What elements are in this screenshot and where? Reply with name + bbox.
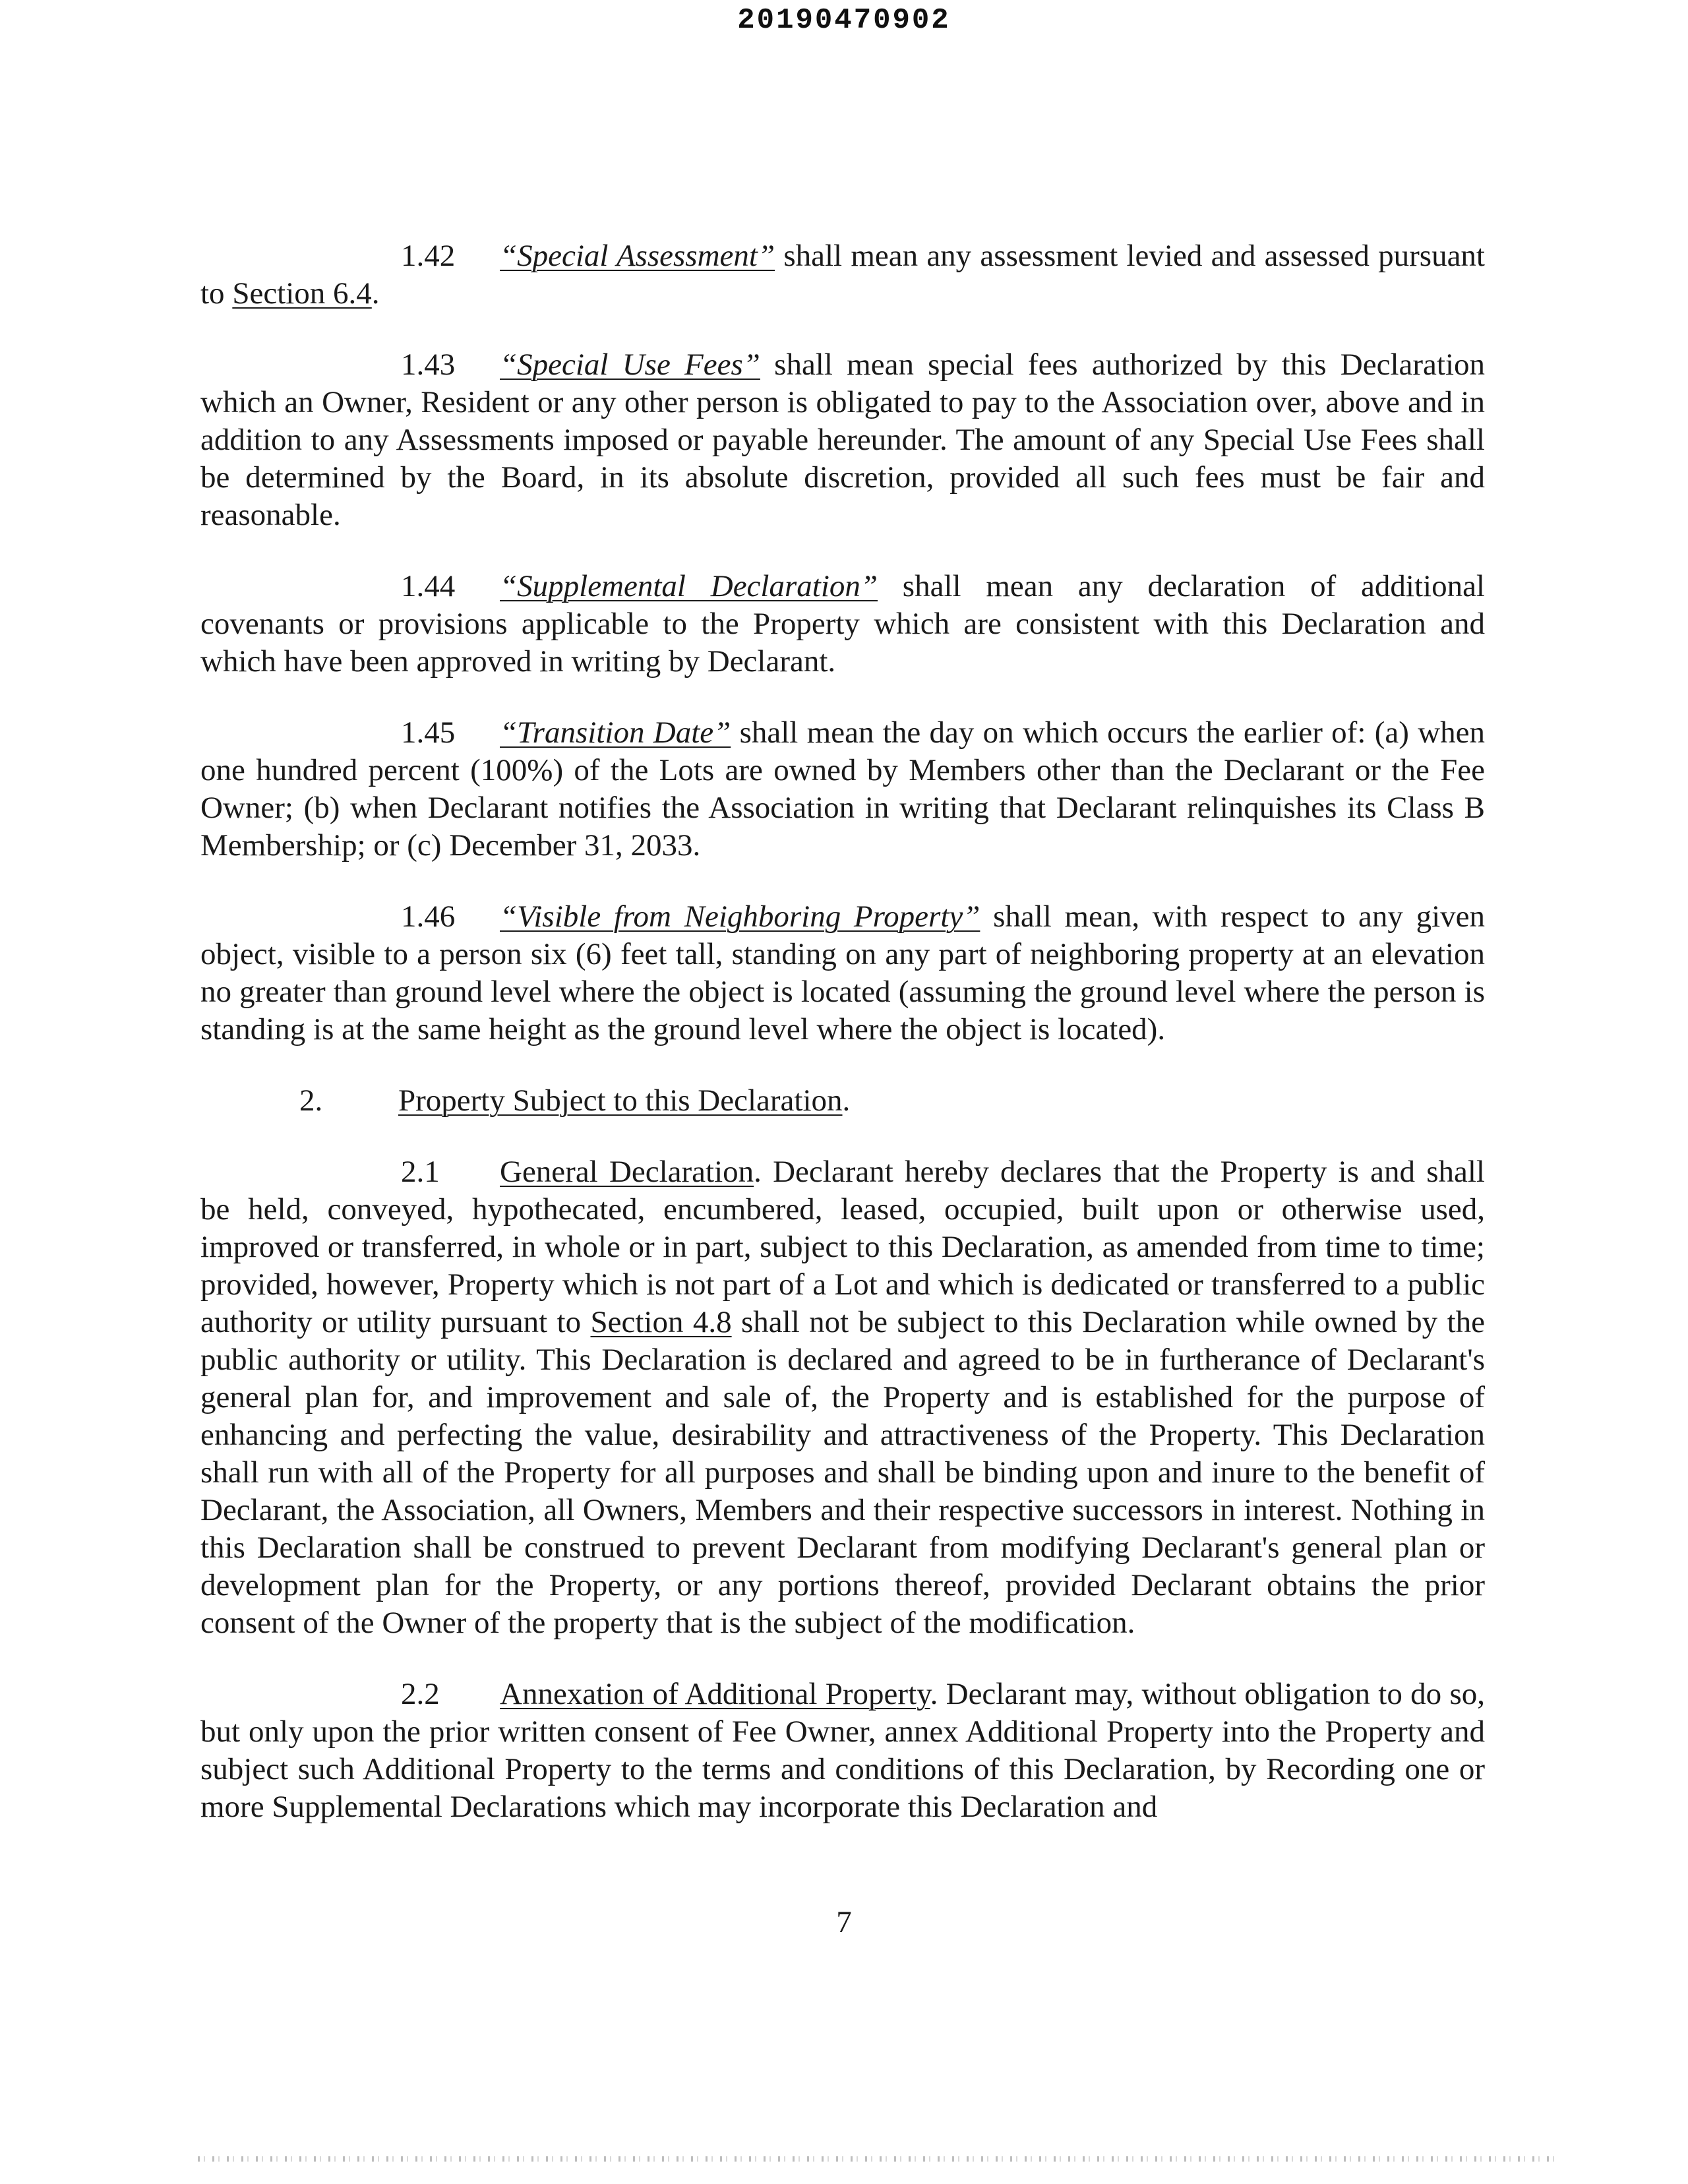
section-2-1 bbox=[200, 1153, 1485, 1642]
section-text: shall mean any assessment levied and assessed pursuant to bbox=[200, 239, 1485, 311]
scan-artifact-line bbox=[198, 2156, 1556, 2162]
section-reference-link: Section 6.4 bbox=[232, 276, 372, 311]
section-title: General Declaration bbox=[500, 1155, 754, 1189]
section-number: 2.2 bbox=[401, 1677, 440, 1711]
defined-term: “Supplemental Declaration” bbox=[500, 569, 878, 603]
section-text-continued: shall not be subject to this Declaration while owned by the public authority or utility. This Declaration is declared and agreed to be in furtherance of Declarant's general plan for, and improvement and sale of, the Property and is established for the purpose of enhancing and perfecting the value, desirability and attractiveness of the Property. This Declaration shall run with all of the Property for all purposes and shall be binding upon and inure to the benefit of Declarant, the Association, all Owners, Members and their respective successors in interest. Nothing in this Declaration shall be construed to prevent Declarant from modifying Declarant's general plan or development plan for the Property, or any portions thereof, provided Declarant obtains the prior consent of the Owner of the property that is the subject of the modification. bbox=[200, 1305, 1485, 1640]
defined-term: “Transition Date” bbox=[500, 715, 731, 750]
section-1-45 bbox=[200, 714, 1485, 864]
section-text: shall mean any declaration of additional covenants or provisions applicable to the Property which are consistent with this Declaration and which have been approved in writing by Declarant. bbox=[200, 569, 1485, 679]
section-1-42 bbox=[200, 237, 1485, 313]
section-number: 2. bbox=[299, 1083, 323, 1118]
section-1-46 bbox=[200, 898, 1485, 1048]
section-2-heading bbox=[200, 1082, 1485, 1120]
section-heading: Property Subject to this Declaration bbox=[398, 1083, 843, 1118]
document-body bbox=[200, 237, 1485, 1860]
section-text: shall mean, with respect to any given object, visible to a person six (6) feet tall, standing on any part of neighboring property at an elevation no greater than ground level where the object is located (assuming the ground level where the person is standing is at the same height as the ground level where the object is located). bbox=[200, 899, 1485, 1046]
defined-term: “Special Assessment” bbox=[500, 239, 775, 273]
section-number: 1.45 bbox=[401, 715, 456, 750]
section-number: 1.46 bbox=[401, 899, 456, 934]
defined-term: “Special Use Fees” bbox=[500, 348, 760, 382]
section-1-43 bbox=[200, 346, 1485, 534]
section-text: shall mean the day on which occurs the earlier of: (a) when one hundred percent (100%) of the Lots are owned by Members other than the Declarant or the Fee Owner; (b) when Declarant notifies the Association in writing that Declarant relinquishes its Class B Membership; or (c) December 31, 2033. bbox=[200, 715, 1485, 863]
defined-term: “Visible from Neighboring Property” bbox=[500, 899, 980, 934]
section-title: Annexation of Additional Property bbox=[500, 1677, 930, 1711]
section-text: . Declarant may, without obligation to do so, but only upon the prior written consent of Fee Owner, annex Additional Property into the Property and subject such Additional Property to the terms and conditions of this Declaration, by Recording one or more Supplemental Declarations which may incorporate this Declaration and bbox=[200, 1677, 1485, 1824]
section-text: shall mean special fees authorized by this Declaration which an Owner, Resident or any other person is obligated to pay to the Association over, above and in addition to any Assessments imposed or payable hereunder. The amount of any Special Use Fees shall be determined by the Board, in its absolute discretion, provided all such fees must be fair and reasonable. bbox=[200, 348, 1486, 532]
section-reference-link: Section 4.8 bbox=[590, 1305, 732, 1339]
section-number: 2.1 bbox=[401, 1155, 440, 1189]
section-1-44 bbox=[200, 568, 1485, 681]
section-number: 1.42 bbox=[401, 239, 456, 273]
document-number: 20190470902 bbox=[737, 4, 951, 37]
section-heading-end: . bbox=[842, 1083, 851, 1118]
page-number: 7 bbox=[836, 1905, 852, 1939]
section-text-end: . bbox=[371, 276, 380, 311]
section-number: 1.44 bbox=[401, 569, 456, 603]
section-2-2 bbox=[200, 1676, 1485, 1826]
section-number: 1.43 bbox=[401, 348, 456, 382]
section-text: . Declarant hereby declares that the Property is and shall be held, conveyed, hypothecated, encumbered, leased, occupied, built upon or otherwise used, improved or transferred, in whole or in part, subject to this Declaration, as amended from time to time; provided, however, Property which is not part of a Lot and which is dedicated or transferred to a public authority or utility pursuant to bbox=[200, 1155, 1485, 1339]
